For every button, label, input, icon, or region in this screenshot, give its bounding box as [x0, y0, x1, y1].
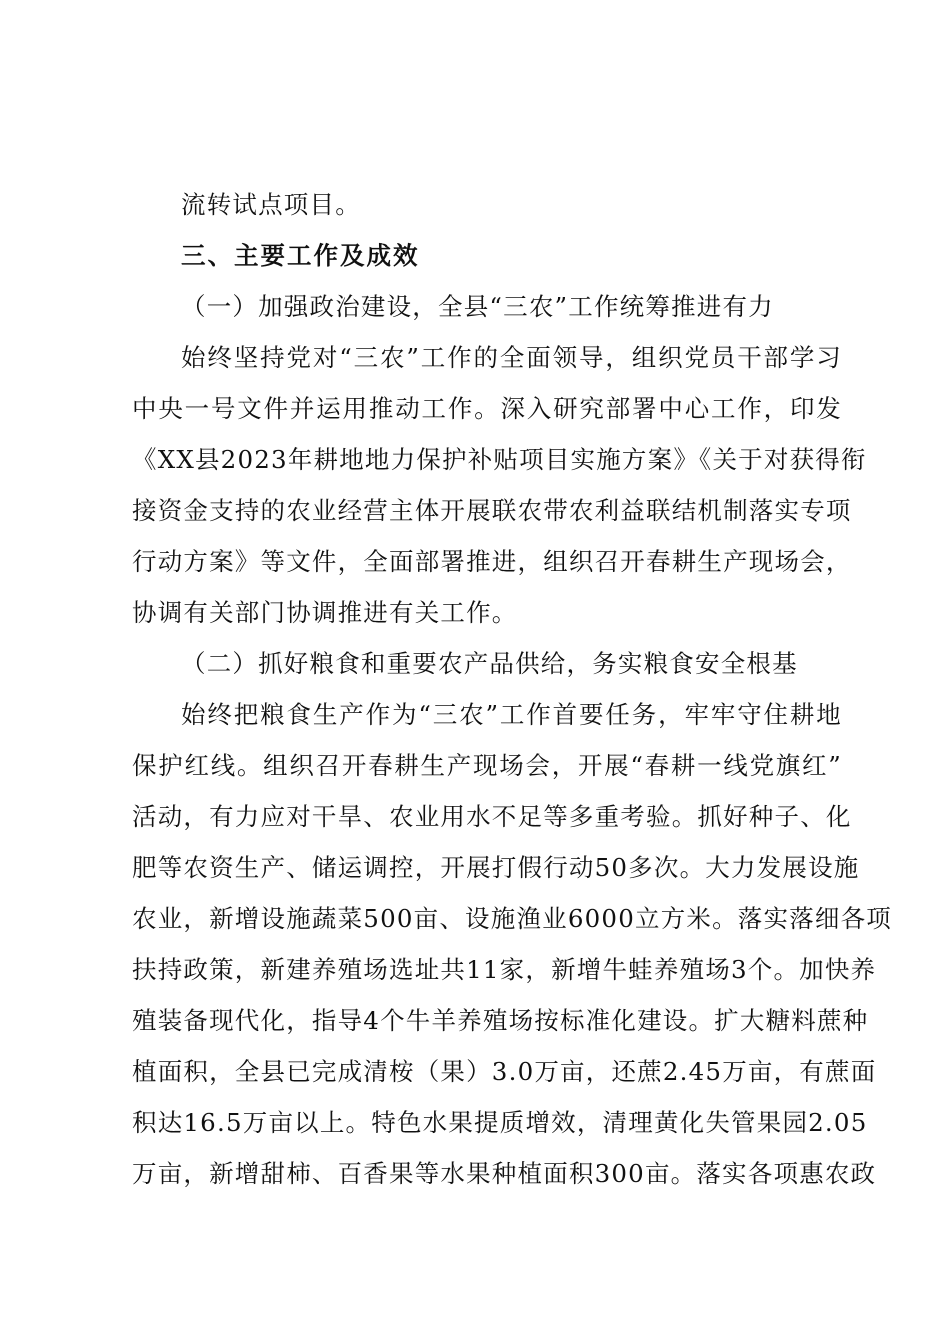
paragraph-line: 积达16.5万亩以上。特色水果提质增效，清理黄化失管果园2.05 [132, 1108, 868, 1137]
paragraph-line: 《XX县2023年耕地地力保护补贴项目实施方案》《关于对获得衔 [132, 445, 867, 474]
paragraph-line: 协调有关部门协调推进有关工作。 [132, 598, 518, 627]
subsection-title-2: （二）抓好粮食和重要农产品供给，务实粮食安全根基 [181, 649, 798, 678]
continuation-line: 流转试点项目。 [181, 190, 361, 219]
paragraph-line: 始终把粮食生产作为“三农”工作首要任务，牢牢守住耕地 [181, 700, 842, 729]
paragraph-line: 殖装备现代化，指导4个牛羊养殖场按标准化建设。扩大糖料蔗种 [132, 1006, 869, 1035]
paragraph-line: 保护红线。组织召开春耕生产现场会，开展“春耕一线党旗红” [132, 751, 842, 780]
paragraph-line: 始终坚持党对“三农”工作的全面领导，组织党员干部学习 [181, 343, 842, 372]
paragraph-line: 接资金支持的农业经营主体开展联农带农利益联结机制落实专项 [132, 496, 852, 525]
paragraph-line: 行动方案》等文件，全面部署推进，组织召开春耕生产现场会， [132, 547, 852, 576]
paragraph-line: 肥等农资生产、储运调控，开展打假行动50多次。大力发展设施 [132, 853, 860, 882]
paragraph-line: 活动，有力应对干旱、农业用水不足等多重考验。抓好种子、化 [132, 802, 852, 831]
paragraph-line: 万亩，新增甜柿、百香果等水果种植面积300亩。落实各项惠农政 [132, 1159, 877, 1188]
paragraph-line: 扶持政策，新建养殖场选址共11家，新增牛蛙养殖场3个。加快养 [132, 955, 877, 984]
paragraph-line: 中央一号文件并运用推动工作。深入研究部署中心工作，印发 [132, 394, 842, 423]
paragraph-line: 植面积，全县已完成清桉（果）3.0万亩，还蔗2.45万亩，有蔗面 [132, 1057, 877, 1086]
subsection-title-1: （一）加强政治建设，全县“三农”工作统筹推进有力 [181, 292, 774, 321]
paragraph-line: 农业，新增设施蔬菜500亩、设施渔业6000立方米。落实落细各项 [132, 904, 893, 933]
section-heading: 三、主要工作及成效 [181, 241, 420, 270]
